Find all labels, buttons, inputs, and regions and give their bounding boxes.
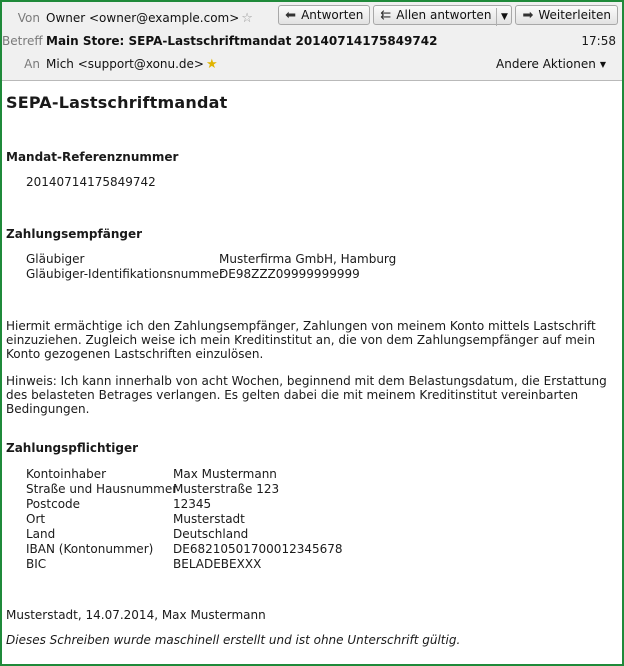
- chevron-down-icon[interactable]: ▼: [496, 8, 511, 26]
- reply-all-button-label: Allen antworten: [396, 8, 492, 22]
- payer-value-city: Musterstadt: [173, 512, 245, 526]
- payer-value-bic: BELADEBEXXX: [173, 557, 262, 571]
- document-title: SEPA-Lastschriftmandat: [6, 93, 228, 112]
- subject-row: [2, 30, 622, 52]
- payer-label-postcode: Postcode: [26, 497, 81, 511]
- creditor-value: Musterfirma GmbH, Hamburg: [219, 252, 397, 266]
- payer-value-iban: DE68210501700012345678: [173, 542, 343, 556]
- to-address[interactable]: [46, 53, 218, 76]
- star-outline-icon[interactable]: ☆: [241, 11, 253, 26]
- reply-all-arrow-icon: ⇇: [380, 8, 392, 23]
- payer-label-iban: IBAN (Kontonummer): [26, 542, 154, 556]
- from-row: [2, 7, 622, 29]
- other-actions-label: Andere Aktionen: [496, 57, 596, 71]
- payer-label-bic: BIC: [26, 557, 47, 571]
- to-label: An: [24, 57, 40, 71]
- mandate-number: 20140714175849742: [26, 175, 156, 189]
- payer-value-country: Deutschland: [173, 527, 249, 541]
- footer-note: Dieses Schreiben wurde maschinell erstellt und ist ohne Unterschrift gültig.: [6, 633, 461, 647]
- from-address[interactable]: [46, 7, 253, 30]
- payer-label-city: Ort: [26, 512, 46, 526]
- forward-button[interactable]: [515, 5, 618, 25]
- forward-arrow-icon: ➡: [522, 8, 534, 23]
- caret-down-icon: ▼: [599, 60, 606, 69]
- creditor-id-label: Gläubiger-Identifikationsnummer: [26, 267, 225, 281]
- reply-button[interactable]: [278, 5, 370, 25]
- creditor-id-value: DE98ZZZ09999999999: [219, 267, 360, 281]
- payee-heading: Zahlungsempfänger: [6, 227, 143, 241]
- creditor-label: Gläubiger: [26, 252, 85, 266]
- payer-value-postcode: 12345: [173, 497, 212, 511]
- reply-arrow-icon: ⬅: [285, 8, 297, 23]
- reply-button-label: Antworten: [301, 8, 364, 22]
- signature-line: Musterstadt, 14.07.2014, Max Mustermann: [6, 608, 266, 622]
- message-time: 17:58: [581, 34, 616, 48]
- payer-heading: Zahlungspflichtiger: [6, 441, 139, 455]
- subject-label: Betreff: [2, 34, 43, 48]
- authorization-text: Hiermit ermächtige ich den Zahlungsempfänger, Zahlungen von meinem Konto mittels Lastschrift einzuziehen. Zugleich weise ich mein Kreditinstitut an, die von dem Zahlungsempfänger auf mein Konto gezogenen Lastschriften einzulösen.: [6, 319, 596, 361]
- message-header: [2, 2, 622, 81]
- subject-text: Main Store: SEPA-Lastschriftmandat 20140714175849742: [46, 34, 438, 48]
- from-label: Von: [17, 11, 40, 25]
- payer-value-account-holder: Max Mustermann: [173, 467, 277, 481]
- payer-label-country: Land: [26, 527, 56, 541]
- mandate-heading: Mandat-Referenznummer: [6, 150, 179, 164]
- notice-text: Hinweis: Ich kann innerhalb von acht Wochen, beginnend mit dem Belastungsdatum, die Erstattung des belasteten Betrages verlangen. Es gelten dabei die mit meinem Kreditinstitut vereinbarten Bedingungen.: [6, 374, 607, 416]
- payer-value-street: Musterstraße 123: [173, 482, 280, 496]
- from-address-text[interactable]: Owner <owner@example.com>: [46, 11, 240, 25]
- message-toolbar: [275, 5, 618, 25]
- to-row: [2, 53, 622, 75]
- payer-label-account-holder: Kontoinhaber: [26, 467, 107, 481]
- reply-all-button[interactable]: [373, 5, 512, 25]
- star-filled-icon[interactable]: ★: [206, 57, 218, 72]
- forward-button-label: Weiterleiten: [538, 8, 611, 22]
- to-address-text[interactable]: Mich <support@xonu.de>: [46, 57, 204, 71]
- payer-label-street: Straße und Hausnummer: [26, 482, 178, 496]
- other-actions-menu[interactable]: [496, 53, 606, 76]
